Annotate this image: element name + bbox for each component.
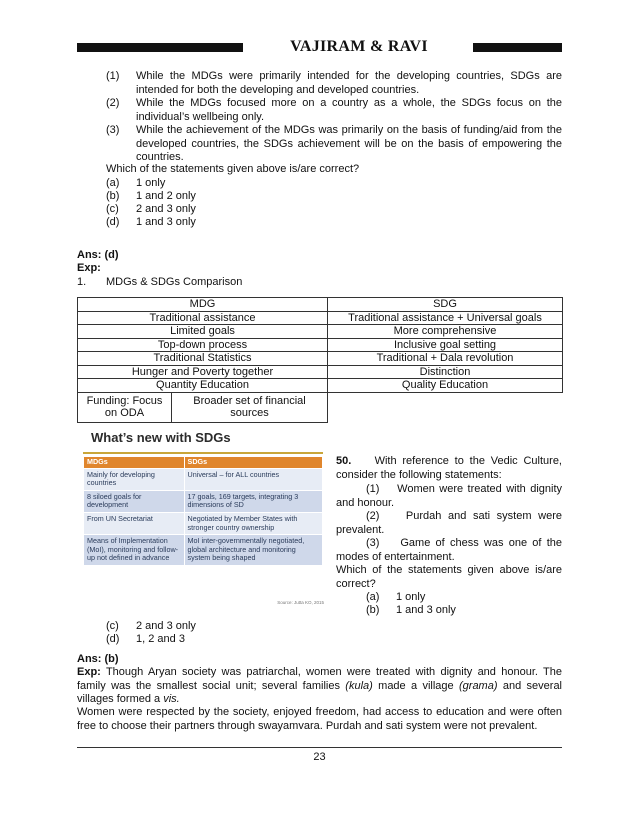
slide-header-mdgs: MDGs xyxy=(84,457,184,468)
explanation-text: and several villages formed a xyxy=(77,679,563,705)
q50-statement-body: Game of chess was one of the modes of entertainment. xyxy=(336,537,562,563)
table-cell: More comprehensive xyxy=(328,325,563,339)
table-header-row xyxy=(78,298,563,312)
q50-statement-text xyxy=(336,510,562,537)
header-rule-right xyxy=(473,43,562,52)
slide-cell: Mainly for developing countries xyxy=(84,469,184,490)
slide-cell: Means of Implementation (MoI), monitoring and follow-up not defined in advance xyxy=(84,535,184,565)
answer-label: Ans: (d) xyxy=(77,249,119,261)
option-label: (c) xyxy=(106,203,119,215)
table-row xyxy=(78,365,563,379)
table-header-sdg: SDG xyxy=(328,298,563,312)
table-row xyxy=(78,311,563,325)
q50-statement-number: (3) xyxy=(366,537,380,549)
footer-rule xyxy=(77,747,562,748)
slide-divider xyxy=(83,452,323,454)
page-number: 23 xyxy=(313,751,326,763)
table-row xyxy=(78,338,563,352)
q50-prompt-text: Which of the statements given above is/are correct? xyxy=(336,564,562,590)
explanation-label: Exp: xyxy=(77,262,101,274)
slide-table xyxy=(83,456,323,566)
option-text: 1 and 3 only xyxy=(136,216,196,228)
sdg-slide-image xyxy=(77,427,328,612)
option-text: 2 and 3 only xyxy=(136,203,196,215)
table-cell: Top-down process xyxy=(78,338,328,352)
slide-cell: Universal – for ALL countries xyxy=(185,469,322,490)
q50-option-b-text: 1 and 3 only xyxy=(396,604,456,616)
q50-option-d-label: (d) xyxy=(106,633,120,645)
term-vis: vis. xyxy=(163,693,180,705)
q50-option-c-text: 2 and 3 only xyxy=(136,620,196,632)
q50-statement-number: (2) xyxy=(366,510,380,522)
q50-option-a-label: (a) xyxy=(366,591,380,603)
table-cell: Quantity Education xyxy=(78,379,328,393)
term-kula: (kula) xyxy=(345,679,373,692)
slide-row xyxy=(84,513,322,534)
header-rule-left xyxy=(77,43,243,52)
slide-row xyxy=(84,535,322,565)
page-header xyxy=(77,39,562,55)
header-title: VAJIRAM & RAVI xyxy=(290,38,428,55)
option-text: 1 and 2 only xyxy=(136,190,196,202)
q50-number: 50. xyxy=(336,455,352,467)
table-row xyxy=(78,379,563,393)
answer-label-2: Ans: (b) xyxy=(77,653,119,665)
table-row xyxy=(78,352,563,366)
slide-title: What’s new with SDGs xyxy=(91,430,231,445)
table-cell: Traditional + Dala revolution xyxy=(328,352,563,366)
table-cell: Quality Education xyxy=(328,379,563,393)
slide-cell: Negotiated by Member States with stronger country ownership xyxy=(185,513,322,534)
table-cell: Traditional assistance xyxy=(78,311,328,325)
q50-intro-body: With reference to the Vedic Culture, consider the following statements: xyxy=(336,455,562,481)
statement-text: While the MDGs focused more on a country as a whole, the SDGs focus on the individual’s wellbeing only. xyxy=(136,97,562,123)
q50-statement-text xyxy=(336,537,562,564)
explanation-text: made a village xyxy=(372,679,459,692)
table-header-mdg: MDG xyxy=(78,298,328,312)
slide-cell: 17 goals, 169 targets, integrating 3 dimensions of SD xyxy=(185,491,322,512)
table-cell: Traditional assistance + Universal goals xyxy=(328,311,563,325)
q50-statement-body: Purdah and sati system were prevalent. xyxy=(336,510,562,536)
slide-source: Source: Jutta KO, 2015 xyxy=(277,599,324,605)
q50-intro xyxy=(336,455,562,482)
table-cell-empty xyxy=(328,392,563,422)
q50-statement-2 xyxy=(336,510,562,537)
table-cell: Broader set of financial sources xyxy=(172,392,328,422)
q50-statement-1 xyxy=(336,483,562,510)
q50-statement-body: Women were treated with dignity and honour. xyxy=(336,483,562,509)
table-cell: Distinction xyxy=(328,365,563,379)
explanation-point-number: 1. xyxy=(77,276,87,288)
q50-statement-text xyxy=(336,483,562,510)
statement-text: While the MDGs were primarily intended for the developing countries, SDGs are intended for both the developing and developed countries. xyxy=(136,70,562,96)
q50-option-a-text: 1 only xyxy=(396,591,426,603)
option-label: (b) xyxy=(106,190,120,202)
explanation-label-2: Exp: xyxy=(77,666,101,678)
table-cell: Hunger and Poverty together xyxy=(78,365,328,379)
q50-intro-text xyxy=(336,455,562,482)
slide-header-sdgs: SDGs xyxy=(185,457,322,468)
slide-cell: MoI inter-governmentally negotiated, global architecture and monitoring system being shaped xyxy=(185,535,322,565)
q50-option-b-label: (b) xyxy=(366,604,380,616)
statement-number: (2) xyxy=(106,97,120,109)
slide-header-row xyxy=(84,457,322,468)
statement-number: (1) xyxy=(106,70,120,82)
slide-cell: From UN Secretariat xyxy=(84,513,184,534)
table-cell: Traditional Statistics xyxy=(78,352,328,366)
statement-text: While the achievement of the MDGs was primarily on the basis of funding/aid from the developed countries, the SDGs achievement will be on the basis of empowering the countries. xyxy=(136,124,562,163)
explanation-text: Though Aryan society was patriarchal, women were treated with dignity and honour. The family was the smallest social unit; several families xyxy=(77,666,562,692)
explanation-paragraph-2: Women were respected by the society, enjoyed freedom, had access to education and were often free to choose their partners through swayamvara. Purdah and sati system were not prevalent. xyxy=(77,706,562,732)
q50-statement-number: (1) xyxy=(366,483,380,495)
option-label: (a) xyxy=(106,177,120,189)
statement-number: (3) xyxy=(106,124,120,136)
slide-row xyxy=(84,491,322,512)
term-grama: (grama) xyxy=(459,679,498,692)
table-row xyxy=(78,325,563,339)
q50-option-c-label: (c) xyxy=(106,620,119,632)
option-label: (d) xyxy=(106,216,120,228)
table-cell: Limited goals xyxy=(78,325,328,339)
table-cell: Funding: Focus on ODA xyxy=(78,392,172,422)
q50-prompt xyxy=(336,564,562,591)
explanation-paragraph-1 xyxy=(77,666,562,707)
table-row-funding xyxy=(78,392,563,422)
question-prompt: Which of the statements given above is/are correct? xyxy=(106,163,360,175)
slide-row xyxy=(84,469,322,490)
option-text: 1 only xyxy=(136,177,166,189)
q50-statement-3 xyxy=(336,537,562,564)
table-cell: Inclusive goal setting xyxy=(328,338,563,352)
explanation-point-text: MDGs & SDGs Comparison xyxy=(106,276,243,288)
comparison-table xyxy=(77,297,563,423)
slide-cell: 8 siloed goals for development xyxy=(84,491,184,512)
q50-option-d-text: 1, 2 and 3 xyxy=(136,633,185,645)
